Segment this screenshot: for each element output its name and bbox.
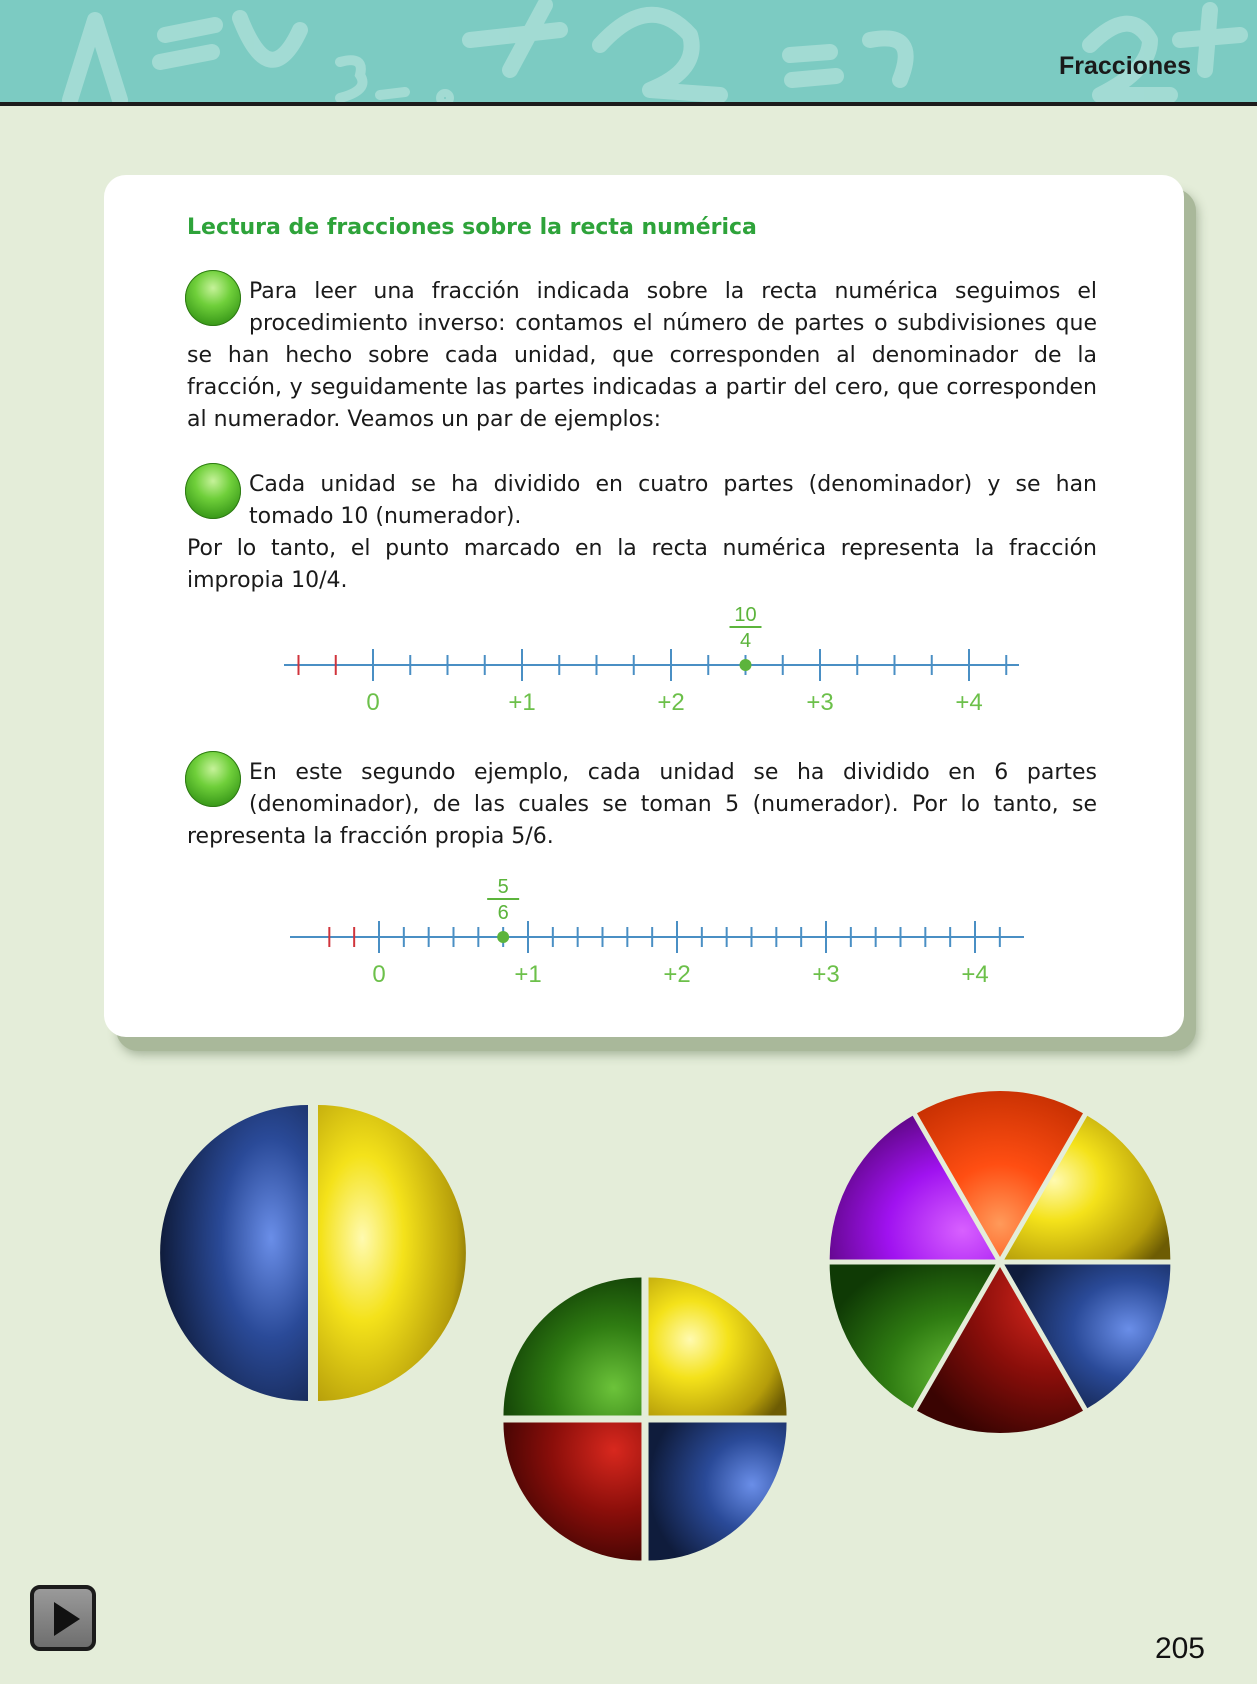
paragraph-example2-text: En este segundo ejemplo, cada unidad se ha dividido en 6 partes (denominador), de las cuales se toman 5 (numerador). Por lo tanto, se representa la fracción propia 5/6. <box>187 760 1097 849</box>
pie-halves <box>160 1105 466 1401</box>
pie-slice <box>503 1423 641 1561</box>
header-decoration <box>0 0 1257 102</box>
axis-label: +1 <box>508 689 536 716</box>
axis-label: +1 <box>514 961 542 988</box>
page-number: 205 <box>1154 1632 1205 1665</box>
paragraph-intro <box>187 276 1097 436</box>
pie-slice <box>830 1116 996 1260</box>
number-line-1 <box>264 603 1024 723</box>
pie-slice <box>1004 1116 1170 1260</box>
paragraph-example1 <box>187 469 1097 533</box>
axis-label: 0 <box>372 961 386 988</box>
number-line-2 <box>264 875 1024 995</box>
green-bullet-icon <box>185 270 241 326</box>
pie-slice <box>160 1105 308 1401</box>
axis-label: +3 <box>806 689 834 716</box>
play-button[interactable] <box>30 1585 96 1651</box>
pie-slice <box>503 1277 641 1415</box>
pie-slice <box>1004 1265 1170 1409</box>
axis-label: +4 <box>955 689 983 716</box>
section-title: Lectura de fracciones sobre la recta numérica <box>187 215 757 240</box>
pie-slice <box>830 1265 996 1409</box>
pie-sixths <box>830 1091 1171 1433</box>
content-card <box>104 175 1184 1037</box>
marked-point <box>497 931 509 943</box>
axis-label: +2 <box>657 689 685 716</box>
play-icon <box>54 1602 80 1636</box>
axis-label: +2 <box>663 961 691 988</box>
pie-slice <box>917 1267 1083 1433</box>
fraction-numerator: 5 <box>497 876 509 898</box>
paragraph-intro-text: Para leer una fracción indicada sobre la recta numérica seguimos el procedimiento inverso: contamos el número de partes o subdivisiones que se han hecho sobre cada unidad, que corresponden al denominador de la fracción, y seguidamente las partes indicadas a partir del cero, que corresponden al numerador. Veamos un par de ejemplos: <box>187 279 1097 432</box>
green-bullet-icon <box>185 463 241 519</box>
fraction-denominator: 4 <box>739 630 752 652</box>
paragraph-example2 <box>187 757 1097 853</box>
fraction-denominator: 6 <box>497 902 509 924</box>
pie-slice <box>649 1277 787 1415</box>
pie-slice <box>917 1091 1083 1257</box>
fraction-numerator: 10 <box>734 604 757 626</box>
marked-point <box>740 659 752 671</box>
axis-label: 0 <box>366 689 380 716</box>
chapter-title: Fracciones <box>1058 52 1191 80</box>
pie-quarters <box>503 1277 786 1560</box>
paragraph-example1-text: Cada unidad se ha dividido en cuatro partes (denominador) y se han tomado 10 (numerador). <box>249 472 1097 529</box>
pie-slice <box>649 1423 787 1561</box>
axis-label: +3 <box>812 961 840 988</box>
axis-label: +4 <box>961 961 989 988</box>
green-bullet-icon <box>185 751 241 807</box>
paragraph-example1-conclusion: Por lo tanto, el punto marcado en la recta numérica representa la fracción impropia 10/4. <box>187 536 1097 593</box>
pie-slice <box>318 1105 466 1401</box>
page-header <box>0 0 1257 106</box>
